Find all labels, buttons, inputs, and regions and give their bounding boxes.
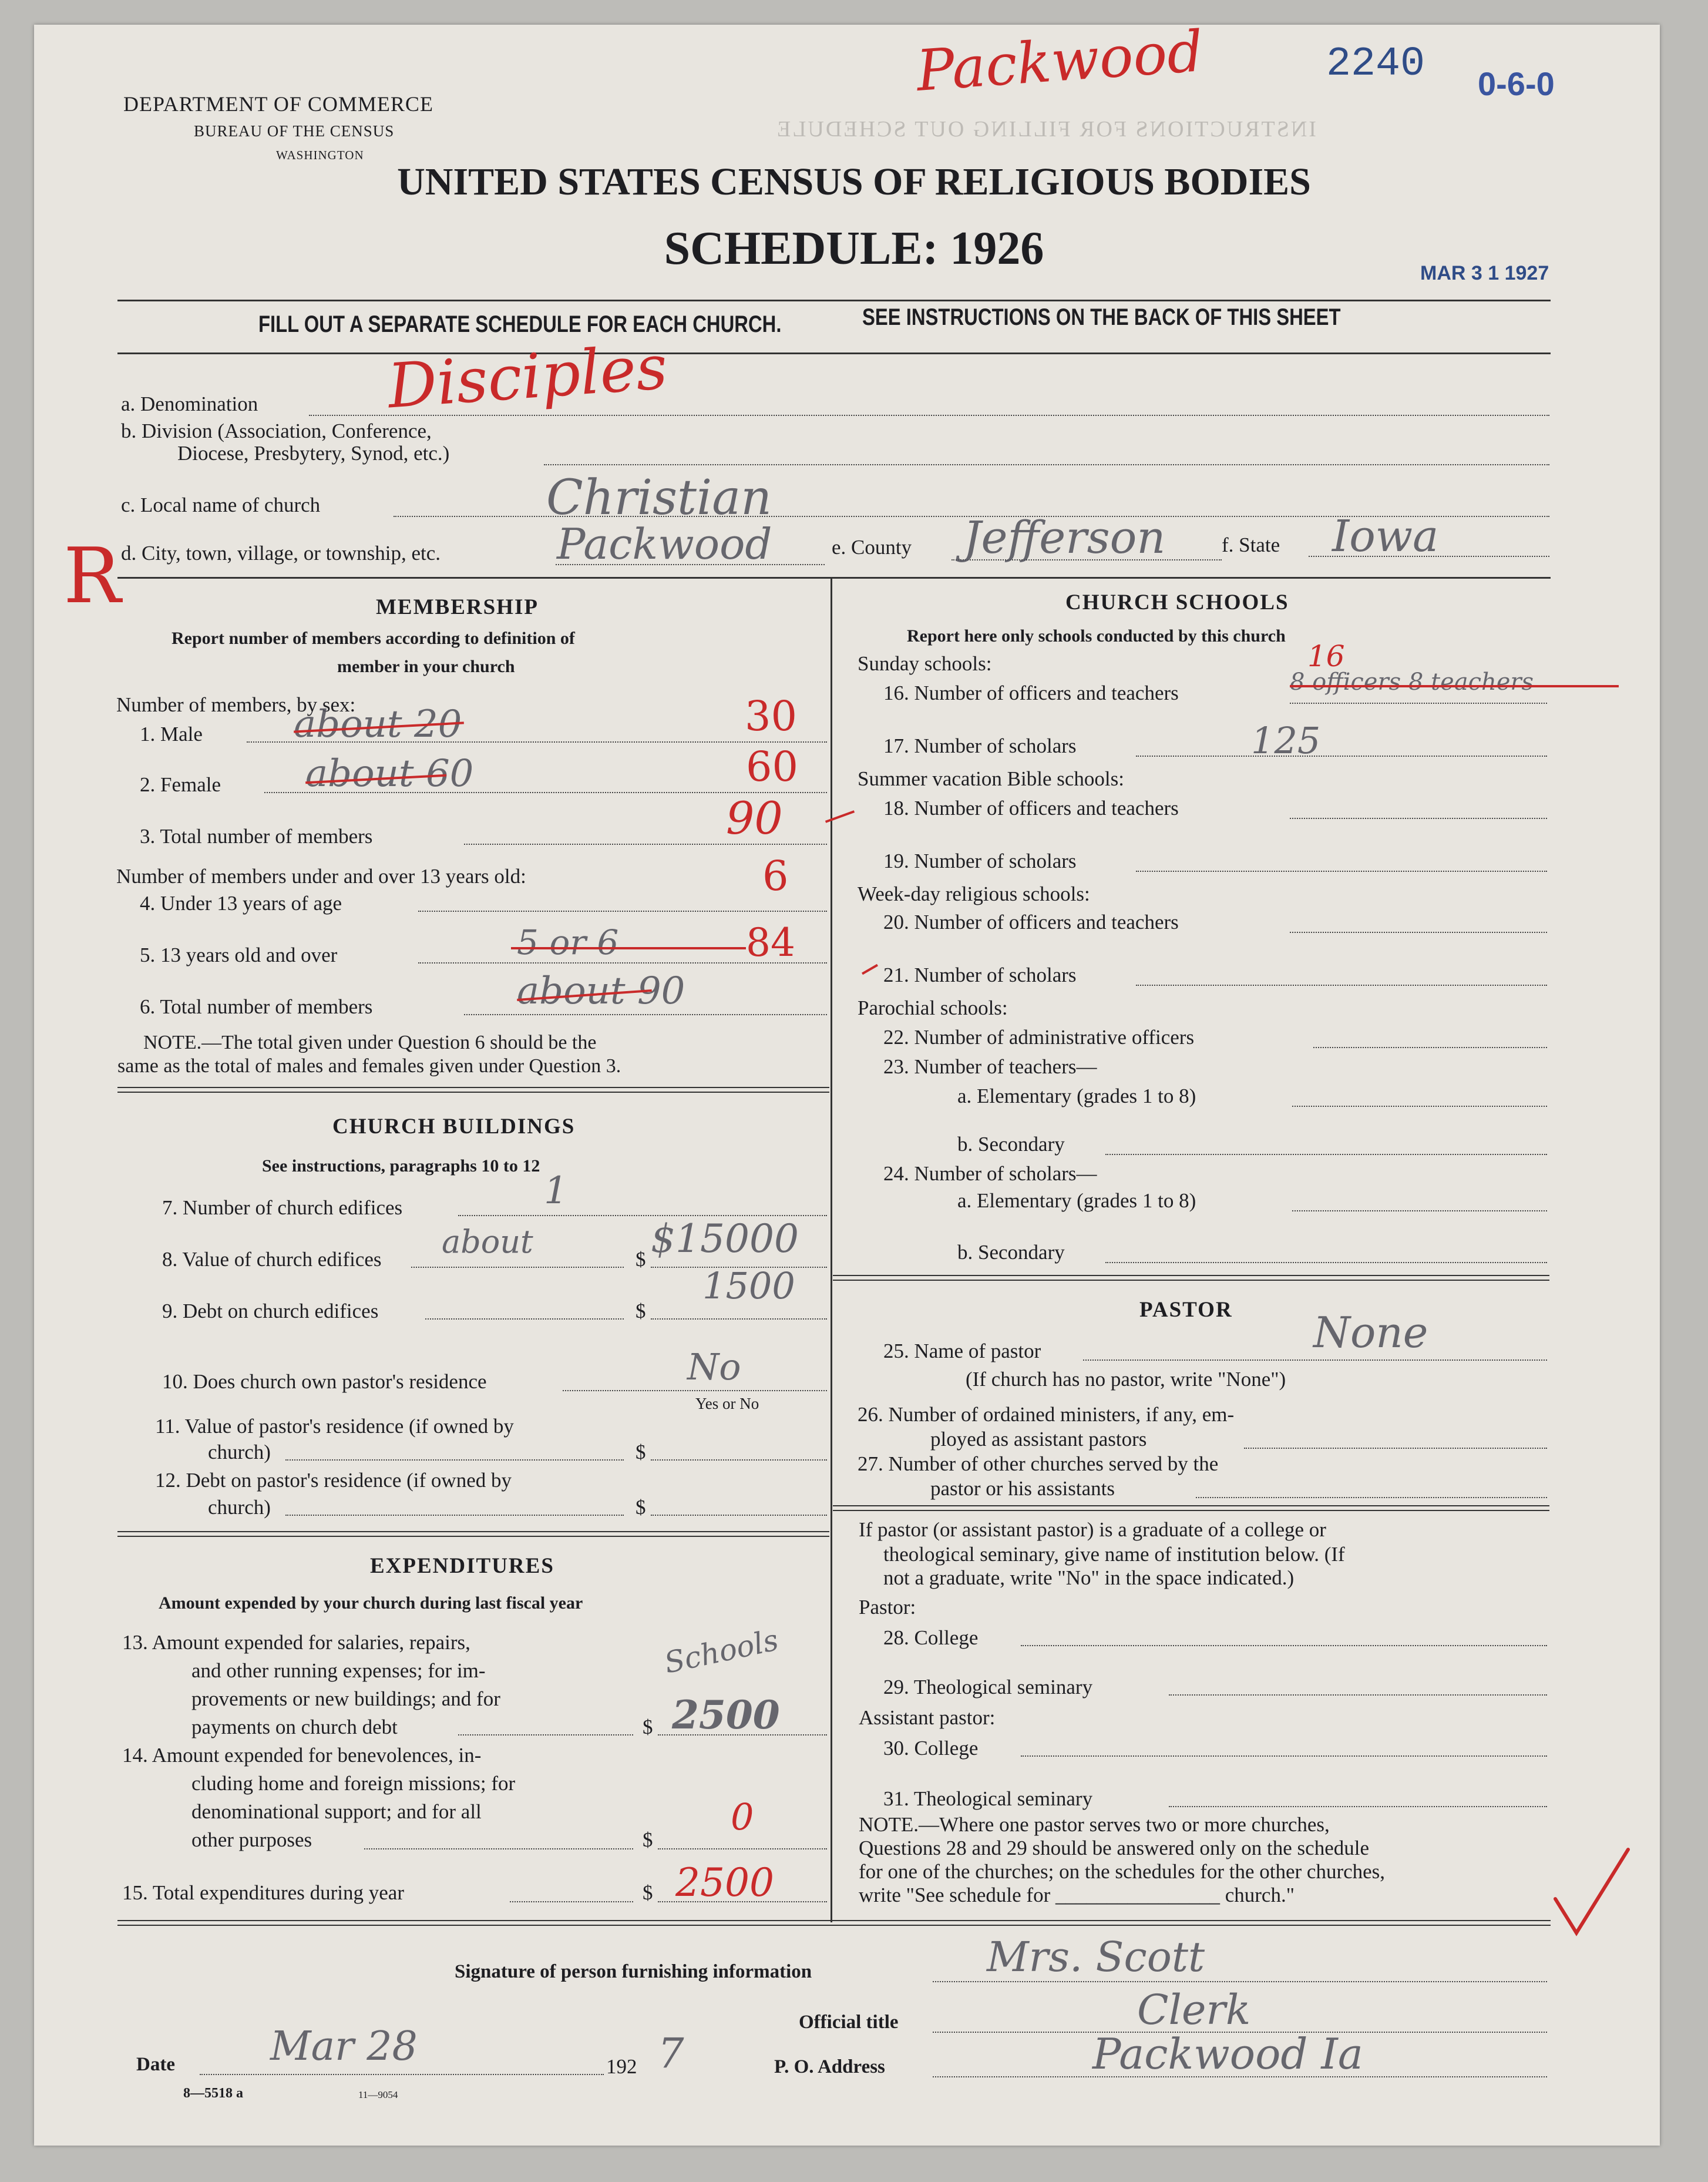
membership-note-1: NOTE.—The total given under Question 6 should be the	[143, 1032, 597, 1053]
expenditures-subheading: Amount expended by your church during last fiscal year	[159, 1593, 583, 1613]
signature-field[interactable]	[933, 1981, 1547, 1982]
file-number: 2240	[1326, 41, 1425, 88]
q24b-label: b. Secondary	[957, 1241, 1065, 1264]
signature-label: Signature of person furnishing information	[455, 1961, 812, 1982]
see-instructions-note: SEE INSTRUCTIONS ON THE BACK OF THIS SHEET	[862, 304, 1341, 330]
q11-label-1: 11. Value of pastor's residence (if owned by	[155, 1415, 514, 1438]
denomination-field-line[interactable]	[309, 415, 1549, 416]
q10-residence-value: No	[687, 1345, 741, 1388]
q6-total-field[interactable]	[464, 1014, 827, 1015]
city-value: Packwood	[557, 519, 772, 569]
q23a-label: a. Elementary (grades 1 to 8)	[957, 1085, 1196, 1107]
q13-label-2: and other running expenses; for im-	[191, 1659, 486, 1682]
parochial-schools-label: Parochial schools:	[858, 996, 1008, 1019]
q25-label: 25. Name of pastor	[883, 1340, 1041, 1362]
assistant-pastor-sublabel: Assistant pastor:	[859, 1706, 996, 1729]
q13-value: 2500	[672, 1692, 780, 1738]
reverse-side-bleed-heading: INSTRUCTIONS FOR FILLING OUT SCHEDULE	[775, 117, 1316, 142]
q14-value: 0	[731, 1795, 754, 1838]
date-value: Mar 28	[270, 2023, 418, 2070]
received-date-stamp: MAR 3 1 1927	[1420, 262, 1549, 284]
q20-field[interactable]	[1290, 932, 1547, 933]
department-name: DEPARTMENT OF COMMERCE	[123, 92, 433, 116]
q26-label-1: 26. Number of ordained ministers, if any, em-	[858, 1403, 1235, 1426]
members-by-age-label: Number of members under and over 13 years old:	[116, 865, 526, 888]
q16-field[interactable]	[1290, 703, 1547, 704]
q6-total-label: 6. Total number of members	[140, 995, 373, 1018]
q13-label-3: provements or new buildings; and for	[191, 1687, 500, 1710]
division-label-2: Diocese, Presbytery, Synod, etc.)	[177, 442, 450, 465]
q13-label-4: payments on church debt	[191, 1716, 398, 1738]
q14-label-1: 14. Amount expended for benevolences, in-	[122, 1744, 482, 1767]
q5-over13-written: 5 or 6	[517, 922, 619, 962]
q5-over13-corrected: 84	[746, 920, 795, 965]
q22-field[interactable]	[1313, 1047, 1547, 1048]
q5-over13-label: 5. 13 years old and over	[140, 944, 338, 966]
membership-heading: MEMBERSHIP	[376, 595, 539, 619]
official-title-label: Official title	[799, 2012, 899, 2033]
graduate-instruction-2: theological seminary, give name of institution below. (If	[883, 1543, 1345, 1566]
q11-prefix-field[interactable]	[285, 1459, 624, 1461]
yes-or-no-caption: Yes or No	[695, 1395, 759, 1412]
q28-label: 28. College	[883, 1626, 979, 1649]
q4-under13-field[interactable]	[418, 911, 827, 912]
q13-dollar-sign: $	[643, 1716, 653, 1738]
po-address-value: Packwood Ia	[1092, 2029, 1363, 2079]
q9-debt-prefix-field[interactable]	[425, 1318, 624, 1320]
county-label: e. County	[832, 536, 912, 559]
q12-field[interactable]	[651, 1515, 827, 1516]
check-mark	[1551, 1845, 1633, 1939]
double-rule	[117, 1087, 829, 1093]
county-value: Jefferson	[963, 511, 1166, 563]
official-title-value: Clerk	[1137, 1986, 1251, 2034]
date-field[interactable]	[200, 2074, 604, 2075]
q18-label: 18. Number of officers and teachers	[883, 797, 1179, 820]
classification-code: 0-6-0	[1478, 65, 1555, 102]
q7-edifices-label: 7. Number of church edifices	[162, 1196, 403, 1219]
pastor-heading: PASTOR	[1139, 1298, 1233, 1322]
q30-field[interactable]	[1021, 1755, 1547, 1757]
schedule-year: SCHEDULE: 1926	[664, 223, 1044, 274]
q29-label: 29. Theological seminary	[883, 1676, 1093, 1698]
q14-prefix-field[interactable]	[364, 1848, 633, 1849]
buildings-subheading: See instructions, paragraphs 10 to 12	[262, 1156, 540, 1176]
q1-male-corrected: 30	[745, 692, 798, 740]
q9-debt-label: 9. Debt on church edifices	[162, 1300, 379, 1322]
state-value: Iowa	[1332, 511, 1439, 562]
q24a-field[interactable]	[1292, 1210, 1547, 1211]
pastor-note-4: write "See schedule for ________________ church."	[859, 1884, 1295, 1906]
membership-note-2: same as the total of males and females given under Question 3.	[117, 1055, 621, 1077]
q29-field[interactable]	[1169, 1694, 1547, 1696]
double-rule	[833, 1505, 1549, 1511]
q30-label: 30. College	[883, 1737, 979, 1760]
church-schools-subheading: Report here only schools conducted by this church	[907, 626, 1286, 646]
q3-total-corrected: 90	[726, 792, 783, 844]
q26-label-2: ployed as assistant pastors	[930, 1428, 1147, 1451]
print-number: 11—9054	[358, 2089, 398, 2100]
membership-intro-2: member in your church	[337, 657, 515, 676]
weekday-schools-label: Week-day religious schools:	[858, 882, 1090, 905]
denomination-value: Disciples	[385, 331, 670, 422]
q14-label-3: denominational support; and for all	[191, 1800, 482, 1823]
separate-schedule-instruction: FILL OUT A SEPARATE SCHEDULE FOR EACH CHURCH.	[258, 311, 782, 337]
q21-field[interactable]	[1136, 985, 1547, 986]
po-address-label: P. O. Address	[774, 2056, 885, 2077]
q12-dollar-sign: $	[636, 1496, 646, 1519]
year-digit: 7	[658, 2029, 684, 2077]
q16-corrected: 16	[1307, 639, 1345, 673]
q21-label: 21. Number of scholars	[883, 964, 1077, 986]
q1-male-label: 1. Male	[140, 723, 203, 746]
q4-under13-label: 4. Under 13 years of age	[140, 892, 342, 915]
rule	[117, 577, 1551, 579]
q16-label: 16. Number of officers and teachers	[883, 682, 1179, 704]
bureau-city: WASHINGTON	[276, 148, 364, 162]
q19-label: 19. Number of scholars	[883, 850, 1077, 872]
q20-label: 20. Number of officers and teachers	[883, 911, 1179, 934]
church-schools-heading: CHURCH SCHOOLS	[1065, 590, 1289, 615]
q23b-label: b. Secondary	[957, 1133, 1065, 1156]
q5-strikeout	[511, 947, 746, 949]
year-prefix: 192	[606, 2055, 637, 2078]
q23b-field[interactable]	[1105, 1154, 1547, 1155]
graduate-instruction-3: not a graduate, write "No" in the space indicated.)	[883, 1566, 1295, 1589]
q31-label: 31. Theological seminary	[883, 1787, 1093, 1810]
pastor-sublabel: Pastor:	[859, 1596, 916, 1619]
bureau-name: BUREAU OF THE CENSUS	[194, 122, 395, 140]
q23a-field[interactable]	[1292, 1106, 1547, 1107]
q26-field[interactable]	[1244, 1448, 1547, 1449]
local-name-label: c. Local name of church	[121, 494, 321, 516]
q25-value: None	[1313, 1308, 1428, 1357]
q10-residence-field[interactable]	[563, 1390, 827, 1391]
denomination-label: a. Denomination	[121, 392, 258, 415]
q19-field[interactable]	[1136, 871, 1547, 872]
rule	[117, 353, 1551, 354]
q2-female-written: about 60	[305, 752, 474, 795]
double-rule	[833, 1275, 1549, 1281]
buildings-heading: CHURCH BUILDINGS	[332, 1115, 576, 1139]
filed-church-name: Packwood	[914, 18, 1205, 104]
q8-value-prefix: about	[442, 1223, 533, 1260]
expenditures-heading: EXPENDITURES	[370, 1554, 554, 1578]
sunday-schools-label: Sunday schools:	[858, 652, 992, 675]
q9-dollar-sign: $	[636, 1300, 646, 1322]
graduate-instruction-1: If pastor (or assistant pastor) is a graduate of a college or	[859, 1518, 1326, 1541]
q15-total-value: 2500	[675, 1860, 774, 1905]
form-number: 8—5518 a	[183, 2086, 243, 2101]
pastor-note-1: NOTE.—Where one pastor serves two or more churches,	[859, 1813, 1330, 1836]
q13-margin-note: Schools	[661, 1623, 782, 1680]
q16-strikeout	[1290, 685, 1619, 687]
summer-schools-label: Summer vacation Bible schools:	[858, 767, 1124, 790]
q23-label: 23. Number of teachers—	[883, 1055, 1097, 1078]
q13-prefix-field[interactable]	[458, 1734, 633, 1735]
city-label: d. City, town, village, or township, etc.	[121, 542, 441, 565]
q14-label-2: cluding home and foreign missions; for	[191, 1772, 516, 1795]
q12-label-2: church)	[208, 1496, 271, 1519]
margin-mark-r: R	[63, 531, 121, 620]
q9-debt-field[interactable]	[651, 1318, 827, 1320]
q8-value-prefix-field[interactable]	[411, 1267, 624, 1268]
q14-dollar-sign: $	[643, 1828, 653, 1851]
pastor-note-2: Questions 28 and 29 should be answered only on the schedule	[859, 1837, 1370, 1859]
q2-female-corrected: 60	[746, 743, 799, 791]
form-title: UNITED STATES CENSUS OF RELIGIOUS BODIES	[397, 160, 1311, 203]
state-label: f. State	[1222, 533, 1280, 556]
q25-note: (If church has no pastor, write "None")	[966, 1368, 1286, 1391]
local-name-value: Christian	[546, 470, 772, 526]
q27-field[interactable]	[1196, 1497, 1547, 1498]
q15-total-label: 15. Total expenditures during year	[122, 1881, 404, 1904]
q14-label-4: other purposes	[191, 1828, 312, 1851]
members-by-sex-label: Number of members, by sex:	[116, 693, 356, 716]
q1-male-written: about 20	[294, 703, 462, 746]
q27-label-1: 27. Number of other churches served by the	[858, 1452, 1219, 1475]
q15-dollar-sign: $	[643, 1881, 653, 1904]
q28-field[interactable]	[1021, 1645, 1547, 1646]
q11-dollar-sign: $	[636, 1441, 646, 1463]
q2-female-label: 2. Female	[140, 773, 221, 796]
q13-label-1: 13. Amount expended for salaries, repairs,	[122, 1631, 470, 1654]
date-label: Date	[136, 2054, 175, 2075]
q3-total-label: 3. Total number of members	[140, 825, 373, 848]
q24b-field[interactable]	[1105, 1262, 1547, 1263]
signature-value: Mrs. Scott	[987, 1933, 1205, 1981]
q7-edifices-value: 1	[544, 1169, 568, 1213]
division-field-line[interactable]	[544, 464, 1549, 465]
q24-label: 24. Number of scholars—	[883, 1162, 1097, 1185]
census-form-sheet	[34, 25, 1660, 2146]
q8-value-amount: $15000	[651, 1216, 799, 1261]
double-rule	[117, 1920, 1551, 1926]
membership-intro-1: Report number of members according to definition of	[172, 629, 575, 648]
q9-debt-value: 1500	[702, 1264, 795, 1307]
q10-residence-label: 10. Does church own pastor's residence	[162, 1370, 487, 1393]
q22-label: 22. Number of administrative officers	[883, 1026, 1195, 1049]
q8-dollar-sign: $	[636, 1248, 646, 1271]
q11-field[interactable]	[651, 1459, 827, 1461]
q12-prefix-field[interactable]	[285, 1515, 624, 1516]
q6-total-written: about 90	[517, 969, 685, 1013]
q8-value-label: 8. Value of church edifices	[162, 1248, 382, 1271]
rule	[117, 300, 1551, 301]
q11-label-2: church)	[208, 1441, 271, 1463]
q15-prefix-field[interactable]	[510, 1901, 633, 1902]
q18-field[interactable]	[1290, 818, 1547, 819]
q27-label-2: pastor or his assistants	[930, 1477, 1115, 1500]
q16-written: 8 officers 8 teachers	[1290, 669, 1534, 696]
q17-value: 125	[1251, 719, 1321, 762]
q12-label-1: 12. Debt on pastor's residence (if owned by	[155, 1469, 512, 1492]
column-divider	[831, 577, 832, 1922]
q24a-label: a. Elementary (grades 1 to 8)	[957, 1189, 1196, 1212]
q14-field[interactable]	[658, 1848, 827, 1849]
q31-field[interactable]	[1169, 1806, 1547, 1807]
q17-label: 17. Number of scholars	[883, 734, 1077, 757]
division-label-1: b. Division (Association, Conference,	[121, 419, 432, 442]
q17-field[interactable]	[1136, 756, 1547, 757]
double-rule	[117, 1531, 829, 1537]
q4-under13-corrected: 6	[762, 852, 789, 900]
q25-field[interactable]	[1083, 1359, 1547, 1361]
pastor-note-3: for one of the churches; on the schedules for the other churches,	[859, 1860, 1386, 1883]
